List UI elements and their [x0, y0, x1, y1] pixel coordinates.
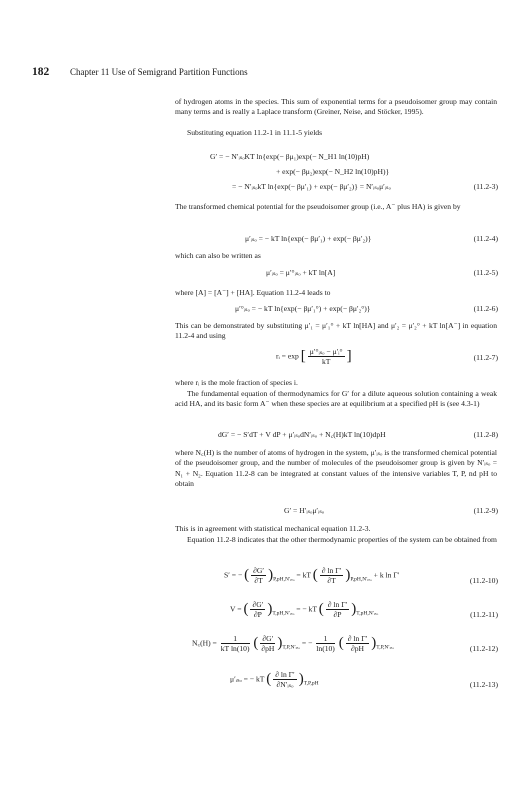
equation-11-2-4: μ′ᵢₛₒ = − kT ln{exp(− βμ′₁) + exp(− βμ′₂)}	[245, 234, 372, 243]
paragraph-also-written: which can also be written as	[175, 251, 261, 260]
paragraph-other-properties: Equation 11.2-8 indicates that the other thermodynamic properties of the system can be obtained from	[187, 535, 497, 544]
paragraph-demonstrated: This can be demonstrated by substituting μ′₁ = μ′₁° + kT ln[HA] and μ′₂ = μ′₂° + kT ln[A⁻] in equation 11.2-4 and using	[175, 321, 497, 341]
equation-11-2-9: G′ = H′ᵢₛₒμ′ᵢₛₒ	[284, 506, 325, 515]
paragraph-continuation: of hydrogen atoms in the species. This sum of exponential terms for a pseudoisomer group may contain many terms and is really a Laplace transform (Greiner, Neise, and Stöcker, 1995).	[175, 97, 497, 117]
page-header	[32, 66, 492, 80]
running-head: Chapter 11 Use of Semigrand Partition Functions	[70, 67, 248, 77]
equation-11-2-8: dG′ = − S′dT + V dP + μ′ᵢₛₒdN′ᵢₛₒ + N꜀(H)kT ln(10)dpH	[218, 430, 386, 439]
equation-lhs: rᵢ = exp	[276, 351, 299, 361]
paragraph-where-nc: where N꜀(H) is the number of atoms of hydrogen in the system, μ′ᵢₛₒ is the transformed chemical potential of the pseudoisomer group, and the number of molecules of the pseudoisomer group is given by N′ᵢₛₒ = N₁ + N₂. Equation 11.2-8 can be integrated at constant values of the intensive variables T, P, nd pH to obtain	[175, 448, 497, 489]
equation-11-2-10: S′ = − ( $\frac{\partial G'}{\partial T}$ )$_{P,pH,N'ᵢ_{so}}$ = kT ( $\frac{\text{∂ ln Γ′}}{\partial T}$ )$_{P,pH,N'ᵢ_{so}} + k$ ln Γ′	[224, 566, 400, 585]
paragraph-mole-fraction: where rᵢ is the mole fraction of species i.	[175, 378, 298, 387]
equation-number: (11.2-9)	[473, 506, 498, 515]
paragraph-agreement: This is in agreement with statistical mechanical equation 11.2-3.	[175, 524, 371, 533]
paragraph-substituting: Substituting equation 11.2-1 in 11.1-5 yields	[187, 128, 323, 137]
equation-number: (11.2-7)	[473, 353, 498, 362]
equation-number: (11.2-10)	[469, 576, 498, 585]
paragraph-where-a: where [A] = [A⁻] + [HA]. Equation 11.2-4 leads to	[175, 288, 331, 297]
equation-number: (11.2-13)	[469, 680, 498, 689]
equation-11-2-12: N꜀(H) = $\frac{1}{\text{kT ln(10)}}$ ( $\frac{\partial G'}{\partial pH}$ )$_{T,P,N'ᵢ_{so}}$ = − $\frac{1}{\ln(10)}$ ( $\frac{\text{∂ ln Γ′}}{\partial pH}$ )$_{T,P,N'ᵢ_{so}}$	[192, 634, 394, 653]
page-number: 182	[32, 66, 50, 78]
equation-number: (11.2-5)	[473, 268, 498, 277]
equation-number: (11.2-3)	[473, 182, 498, 191]
fraction: $\frac{\text{μ′°ᵢₛₒ − μ′ᵢ°}}{kT}$	[309, 347, 343, 366]
paragraph-fundamental-equation: The fundamental equation of thermodynamics for G′ for a dilute aqueous solution containing a weak acid HA, and its basic form A⁻ when these species are at equilibrium at a specified pH is (see 4.3-1)	[175, 389, 497, 409]
equation-11-2-13: μ′ᵢₛₒ = − kT ( $\frac{\text{∂ ln Γ′}}{\text{∂N′ᵢₛₒ}}$ )$_{T,P,pH}$	[230, 670, 319, 689]
equation-11-2-3-line1: G′ = − N′ᵢₛₒKT ln{exp(− βμ₁)exp(− N_H1 ln(10)pH)	[210, 152, 370, 161]
equation-11-2-6: μ′°ᵢₛₒ = − kT ln{exp(− βμ′₁°) + exp(− βμ′₂°)}	[235, 304, 371, 313]
equation-number: (11.2-12)	[469, 644, 498, 653]
equation-11-2-3-line2: + exp(− βμ₂)exp(− N_H2 ln(10)pH)}	[276, 167, 390, 176]
equation-number: (11.2-11)	[470, 610, 498, 619]
equation-number: (11.2-8)	[473, 430, 498, 439]
equation-11-2-7: rᵢ = exp [ $\frac{\text{μ′°ᵢₛₒ − μ′ᵢ°}}{kT}$ ]	[276, 347, 352, 366]
equation-11-2-3-line3: = − N′ᵢₛₒkT ln{exp(− βμ′₁) + exp(− βμ′₂)} = N′ᵢₛₒμ′ᵢₛₒ	[232, 182, 391, 191]
equation-number: (11.2-6)	[473, 304, 498, 313]
paragraph-transformed-potential: The transformed chemical potential for the pseudoisomer group (i.e., A⁻ plus HA) is given by	[175, 202, 461, 211]
equation-number: (11.2-4)	[473, 234, 498, 243]
equation-11-2-11: V = ( $\frac{\partial G'}{\partial P}$ )$_{T,pH,N'ᵢ_{so}}$ = − kT ( $\frac{\text{∂ ln Γ′}}{\partial P}$ )$_{T,pH,N'ᵢ_{so}}$	[230, 600, 379, 619]
equation-11-2-5: μ′ᵢₛₒ = μ′°ᵢₛₒ + kT ln[A]	[266, 268, 336, 277]
